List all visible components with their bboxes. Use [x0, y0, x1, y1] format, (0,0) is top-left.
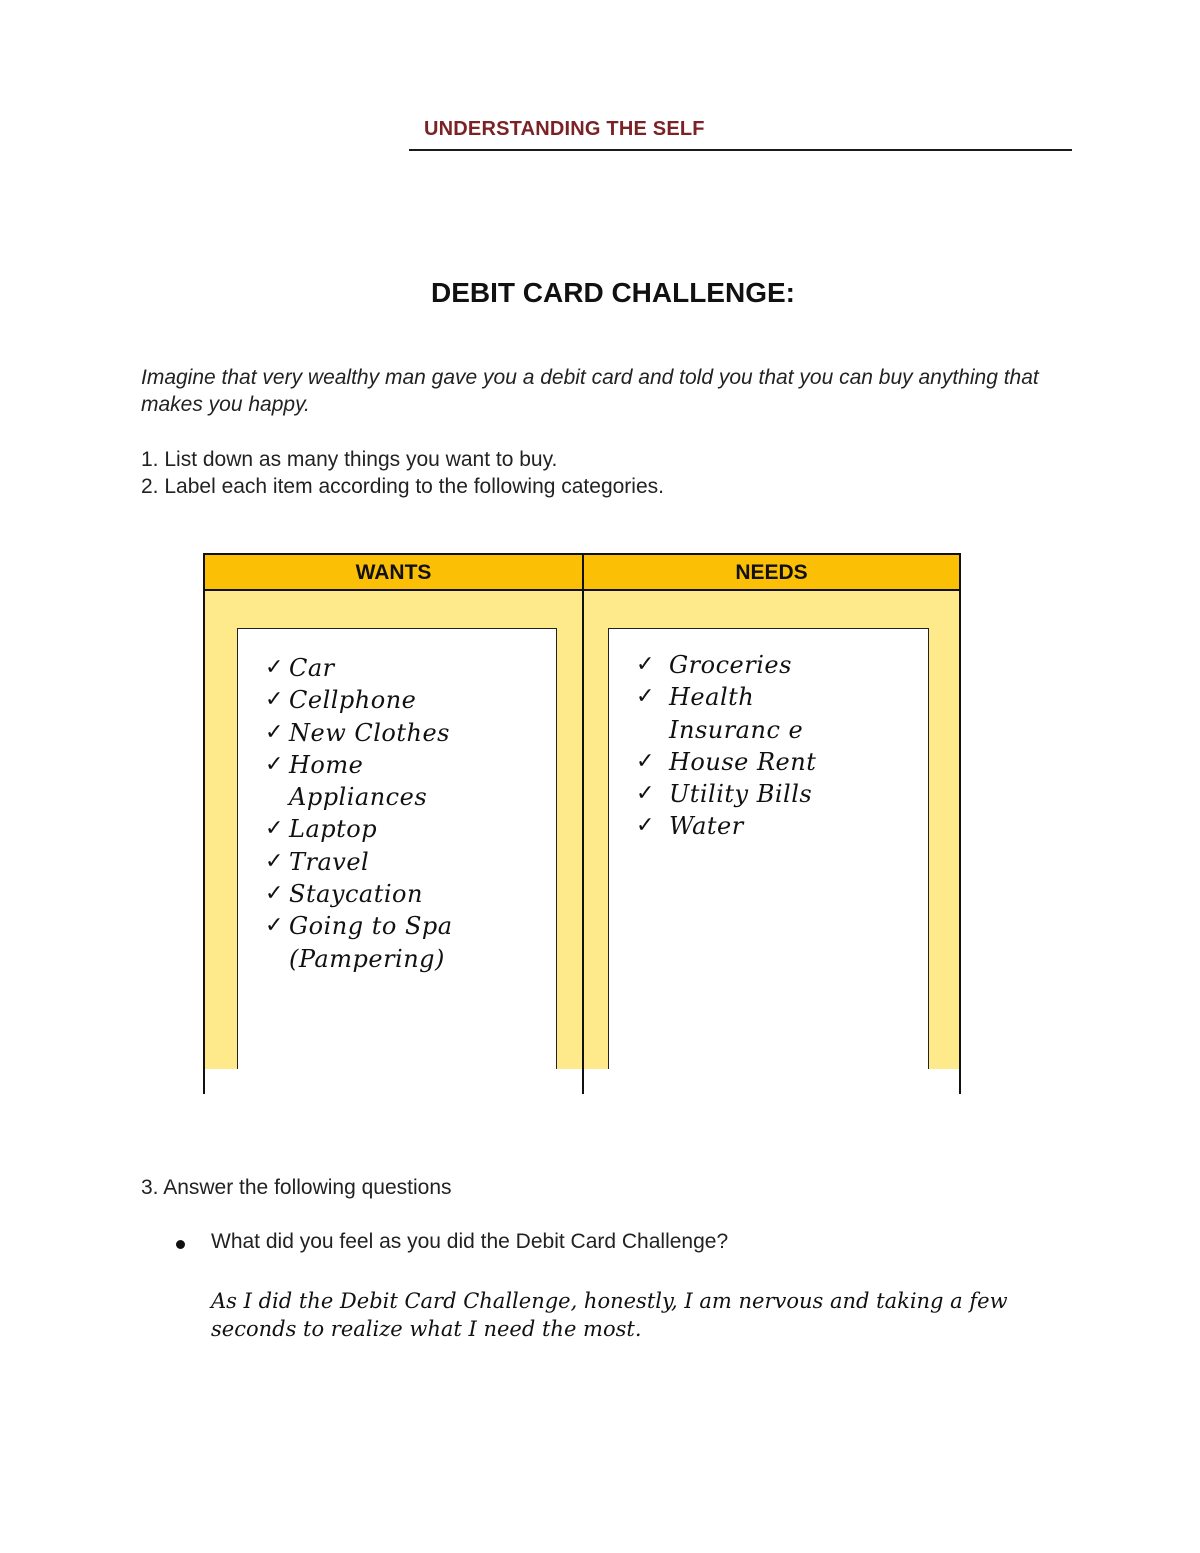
list-item: ✓ Staycation — [265, 878, 475, 910]
check-icon: ✓ — [265, 751, 284, 777]
check-icon: ✓ — [636, 813, 655, 839]
list-item: ✓ Utility Bills — [636, 778, 836, 810]
needs-body — [584, 591, 959, 1069]
check-icon: ✓ — [636, 748, 655, 774]
needs-column — [584, 555, 959, 1092]
page-title: DEBIT CARD CHALLENGE: — [431, 277, 795, 308]
list-item: ✓ House Rent — [636, 746, 836, 778]
needs-footer-row — [584, 1069, 959, 1094]
check-icon: ✓ — [265, 848, 284, 874]
wants-list — [265, 652, 475, 975]
wants-footer-row — [205, 1069, 582, 1094]
check-icon: ✓ — [636, 652, 655, 677]
header-rule — [409, 149, 1072, 151]
instruction-1: 1. List down as many things you want to buy. — [141, 448, 558, 471]
list-item: ✓ New Clothes — [265, 717, 475, 749]
list-item: ✓ Travel — [265, 846, 475, 878]
check-icon: ✓ — [265, 816, 284, 842]
list-item: ✓ Groceries — [636, 649, 836, 681]
check-icon: ✓ — [265, 881, 284, 907]
check-icon: ✓ — [265, 913, 284, 939]
check-icon: ✓ — [636, 684, 655, 710]
needs-heading: NEEDS — [584, 555, 959, 591]
check-icon: ✓ — [265, 655, 284, 680]
list-item: ✓ Cellphone — [265, 684, 475, 716]
needs-list — [636, 649, 836, 843]
list-item: ✓ Health Insuranc e — [636, 683, 804, 744]
course-title: UNDERSTANDING THE SELF — [424, 118, 705, 140]
list-item: ✓ Home Appliances — [265, 750, 428, 812]
wants-needs-table — [203, 553, 961, 1094]
list-item: ✓ Laptop — [265, 813, 475, 845]
intro-text: Imagine that very wealthy man gave you a debit card and told you that you can buy anything that makes you happy. — [141, 366, 1039, 416]
check-icon: ✓ — [265, 719, 284, 745]
list-item: ✓ Car — [265, 652, 475, 684]
check-icon: ✓ — [265, 687, 284, 713]
list-item: ✓ Going to Spa (Pampering) — [265, 912, 453, 973]
list-item: ✓ Water — [636, 810, 836, 842]
answer-text: As I did the Debit Card Challenge, honestly, I am nervous and taking a few seconds to realize what I need the most. — [211, 1289, 1008, 1341]
questions-heading: 3. Answer the following questions — [141, 1176, 452, 1199]
bullet-icon — [176, 1240, 185, 1249]
check-icon: ✓ — [636, 781, 655, 807]
instruction-2: 2. Label each item according to the following categories. — [141, 475, 664, 498]
question-text: What did you feel as you did the Debit Card Challenge? — [211, 1230, 729, 1253]
wants-column — [205, 555, 582, 1092]
wants-body — [205, 591, 582, 1069]
wants-heading: WANTS — [205, 555, 582, 591]
